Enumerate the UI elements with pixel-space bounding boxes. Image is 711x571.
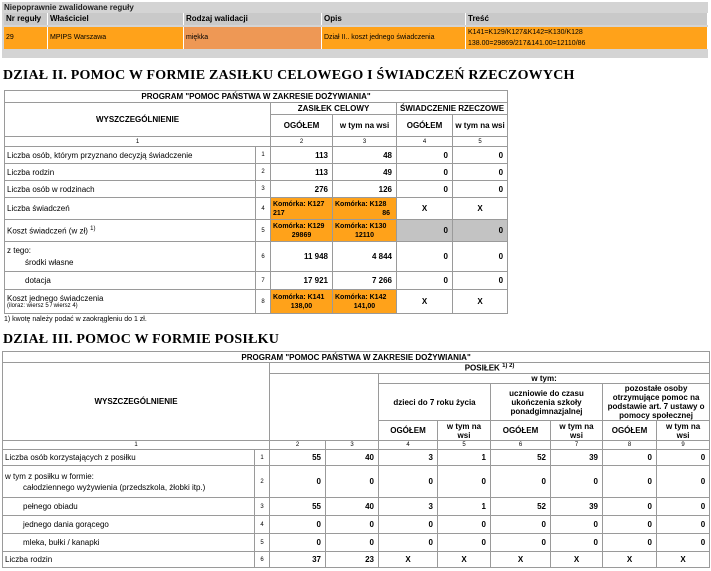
cell-value[interactable]: 11 948 bbox=[271, 242, 333, 272]
cell-value[interactable]: 17 921 bbox=[271, 272, 333, 290]
section3-wtym: w tym: bbox=[379, 374, 710, 384]
section3-table bbox=[2, 351, 710, 568]
s3-colnum: 6 bbox=[491, 441, 551, 450]
row-number: 7 bbox=[256, 272, 271, 290]
footnote-ref: 1) bbox=[90, 225, 96, 232]
cell-value: 29869 bbox=[291, 231, 312, 239]
s2-ogolem-1: OGÓŁEM bbox=[271, 115, 333, 137]
cell-value: X bbox=[453, 198, 508, 220]
cell-value[interactable]: 52 bbox=[491, 498, 551, 516]
section2-program: PROGRAM "POMOC PAŃSTWA W ZAKRESIE DOŻYWIANIA" bbox=[5, 91, 508, 103]
s3-colnum: 8 bbox=[603, 441, 657, 450]
row-label bbox=[5, 290, 256, 314]
cell-value[interactable]: 0 bbox=[491, 466, 551, 498]
row-number: 3 bbox=[255, 498, 270, 516]
cell-value: 0 bbox=[397, 220, 453, 242]
cell-value: X bbox=[438, 552, 491, 568]
table-row bbox=[3, 534, 710, 552]
row-label-sub: całodziennego wyżywienia (przedszkola, żłobki itp.) bbox=[23, 482, 206, 492]
error-cell-k141[interactable] bbox=[271, 290, 333, 314]
cell-value: X bbox=[551, 552, 603, 568]
cell-value: X bbox=[657, 552, 710, 568]
s2-wtym-2: w tym na wsi bbox=[453, 115, 508, 137]
table-row bbox=[5, 198, 508, 220]
row-number: 1 bbox=[255, 450, 270, 466]
row-label: jednego dania gorącego bbox=[3, 516, 255, 534]
posilek-label: POSIŁEK bbox=[464, 363, 500, 373]
section2-swiadczenie: ŚWIADCZENIE RZECZOWE bbox=[397, 103, 508, 115]
table-row bbox=[5, 164, 508, 181]
cell-value[interactable]: 0 bbox=[326, 534, 379, 552]
row-label-group: w tym z posiłku w formie: bbox=[5, 471, 94, 481]
row-number: 8 bbox=[256, 290, 271, 314]
cell-value[interactable]: 0 bbox=[379, 466, 438, 498]
cell-value[interactable]: 0 bbox=[397, 181, 453, 198]
cell-value[interactable]: 3 bbox=[379, 498, 438, 516]
row-number: 3 bbox=[256, 181, 271, 198]
section3-title: DZIAŁ III. POMOC W FORMIE POSIŁKU bbox=[3, 332, 280, 347]
row-number: 1 bbox=[256, 147, 271, 164]
error-cell-k130[interactable] bbox=[333, 220, 397, 242]
rule-content-line1: K141=K129/K127&K142=K130/K128 bbox=[468, 29, 583, 36]
s3-ogolem: OGÓŁEM bbox=[379, 421, 438, 441]
s2-wtym-1: w tym na wsi bbox=[333, 115, 397, 137]
cell-value[interactable]: 23 bbox=[326, 552, 379, 568]
table-row bbox=[5, 242, 508, 272]
error-cell-k128[interactable] bbox=[333, 198, 397, 220]
error-cell-k127[interactable] bbox=[271, 198, 333, 220]
row-label-text: Koszt jednego świadczenia bbox=[7, 294, 104, 303]
section2-footnote: 1) kwotę należy podać w zaokrągleniu do 1 zł. bbox=[4, 316, 147, 323]
row-number: 2 bbox=[255, 466, 270, 498]
s2-colnum-2: 2 bbox=[271, 137, 333, 147]
row-label-sub: (iloraz: wiersz 5 / wiersz 4) bbox=[7, 303, 78, 309]
row-label bbox=[3, 466, 255, 498]
cell-value[interactable]: 0 bbox=[603, 516, 657, 534]
cell-value[interactable]: 0 bbox=[326, 516, 379, 534]
cell-value[interactable]: 113 bbox=[271, 147, 333, 164]
row-number: 4 bbox=[255, 516, 270, 534]
cell-value: X bbox=[379, 552, 438, 568]
s2-colnum-4: 4 bbox=[397, 137, 453, 147]
cell-value[interactable]: 0 bbox=[453, 181, 508, 198]
table-row bbox=[5, 272, 508, 290]
cell-value[interactable]: 113 bbox=[271, 164, 333, 181]
s3-colnum: 3 bbox=[326, 441, 379, 450]
cell-value[interactable]: 52 bbox=[491, 450, 551, 466]
col-header-content: Treść bbox=[466, 13, 708, 25]
cell-value: X bbox=[397, 198, 453, 220]
cell-value[interactable]: 0 bbox=[379, 534, 438, 552]
cell-value[interactable]: 0 bbox=[453, 164, 508, 181]
footnote-ref: 1) 2) bbox=[502, 363, 515, 370]
error-cell-k129[interactable] bbox=[271, 220, 333, 242]
table-row bbox=[5, 181, 508, 198]
cell-value[interactable]: 39 bbox=[551, 450, 603, 466]
cell-value[interactable]: 0 bbox=[657, 466, 710, 498]
rule-content[interactable] bbox=[466, 27, 708, 49]
cell-value: 86 bbox=[382, 209, 390, 217]
cell-value[interactable]: 55 bbox=[270, 498, 326, 516]
s3-wtym: w tym na wsi bbox=[438, 421, 491, 441]
cell-value: X bbox=[397, 290, 453, 314]
cell-value[interactable]: 0 bbox=[453, 272, 508, 290]
cell-value: 138,00 bbox=[290, 302, 313, 310]
row-label: Liczba rodzin bbox=[3, 552, 255, 568]
cell-value[interactable]: 0 bbox=[657, 534, 710, 552]
s3-ogolem: OGÓŁEM bbox=[603, 421, 657, 441]
cell-value[interactable]: 0 bbox=[397, 164, 453, 181]
cell-value[interactable]: 0 bbox=[270, 516, 326, 534]
cell-value[interactable]: 0 bbox=[657, 498, 710, 516]
validation-heading: Niepoprawnie zwalidowane reguły bbox=[4, 3, 134, 12]
row-number: 6 bbox=[255, 552, 270, 568]
cell-value: 12110 bbox=[354, 231, 375, 239]
cell-value[interactable]: 0 bbox=[603, 534, 657, 552]
s3-colnum: 5 bbox=[438, 441, 491, 450]
rule-desc[interactable]: Dział II.. koszt jednego świadczenia bbox=[322, 27, 466, 49]
cell-ref: Komórka: K141 bbox=[273, 293, 325, 301]
cell-value[interactable]: 0 bbox=[438, 466, 491, 498]
cell-value[interactable]: 276 bbox=[271, 181, 333, 198]
col-header-desc: Opis bbox=[322, 13, 466, 25]
cell-value[interactable]: 55 bbox=[270, 450, 326, 466]
cell-value[interactable]: 0 bbox=[603, 450, 657, 466]
row-label: dotacja bbox=[5, 272, 256, 290]
row-number: 6 bbox=[256, 242, 271, 272]
cell-value[interactable]: 0 bbox=[491, 534, 551, 552]
s3-colnum: 7 bbox=[551, 441, 603, 450]
cell-value[interactable]: 3 bbox=[379, 450, 438, 466]
s2-colnum-1: 1 bbox=[5, 137, 271, 147]
cell-value[interactable]: 7 266 bbox=[333, 272, 397, 290]
s3-colnum: 1 bbox=[3, 441, 270, 450]
row-label: Liczba świadczeń bbox=[5, 198, 256, 220]
cell-value[interactable]: 40 bbox=[326, 498, 379, 516]
cell-ref: Komórka: K142 bbox=[335, 293, 387, 301]
row-label: Liczba osób korzystających z posiłku bbox=[3, 450, 255, 466]
cell-value[interactable]: 48 bbox=[333, 147, 397, 164]
row-label bbox=[5, 220, 256, 242]
section2-table bbox=[4, 90, 508, 314]
col-header-nr: Nr reguły bbox=[4, 13, 48, 25]
cell-value[interactable]: 0 bbox=[657, 516, 710, 534]
cell-value[interactable]: 0 bbox=[603, 498, 657, 516]
s3-group-students: uczniowie do czasu ukończenia szkoły ponadgimnazjalnej bbox=[491, 384, 603, 421]
cell-value[interactable]: 0 bbox=[326, 466, 379, 498]
col-header-owner: Właściciel bbox=[48, 13, 184, 25]
table-row bbox=[5, 220, 508, 242]
section3-posilek bbox=[270, 363, 710, 374]
s3-group-others: pozostałe osoby otrzymujące pomoc na podstawie art. 7 ustawy o pomocy społecznej bbox=[603, 384, 710, 421]
cell-ref: Komórka: K129 bbox=[273, 222, 325, 230]
row-label bbox=[5, 242, 256, 272]
cell-value[interactable]: 0 bbox=[397, 242, 453, 272]
cell-ref: Komórka: K130 bbox=[335, 222, 387, 230]
s3-colnum: 4 bbox=[379, 441, 438, 450]
row-label: Liczba rodzin bbox=[5, 164, 256, 181]
row-label: Liczba osób, którym przyznano decyzją świadczenie bbox=[5, 147, 256, 164]
s2-colnum-3: 3 bbox=[333, 137, 397, 147]
section2-spec: WYSZCZEGÓLNIENIE bbox=[5, 103, 271, 137]
cell-value[interactable]: 49 bbox=[333, 164, 397, 181]
cell-ref: Komórka: K127 bbox=[273, 200, 325, 208]
cell-value[interactable]: 126 bbox=[333, 181, 397, 198]
s3-wtym: w tym na wsi bbox=[657, 421, 710, 441]
s2-ogolem-2: OGÓŁEM bbox=[397, 115, 453, 137]
cell-value: 141,00 bbox=[353, 302, 376, 310]
rule-nr[interactable]: 29 bbox=[4, 27, 48, 49]
cell-value[interactable]: 0 bbox=[270, 466, 326, 498]
table-row bbox=[3, 516, 710, 534]
section3-program: PROGRAM "POMOC PAŃSTWA W ZAKRESIE DOŻYWIANIA" bbox=[3, 352, 710, 363]
cell-value[interactable]: 39 bbox=[551, 498, 603, 516]
cell-value[interactable]: 0 bbox=[453, 147, 508, 164]
cell-value[interactable]: 0 bbox=[270, 534, 326, 552]
cell-value[interactable]: 0 bbox=[551, 466, 603, 498]
table-row bbox=[3, 450, 710, 466]
table-row bbox=[3, 498, 710, 516]
cell-value: 0 bbox=[453, 220, 508, 242]
cell-value[interactable]: 40 bbox=[326, 450, 379, 466]
row-label: Liczba osób w rodzinach bbox=[5, 181, 256, 198]
s3-group-children: dzieci do 7 roku życia bbox=[379, 384, 491, 421]
rule-owner[interactable]: MPIPS Warszawa bbox=[48, 27, 184, 49]
cell-value[interactable]: 0 bbox=[397, 272, 453, 290]
row-label-sub: środki własne bbox=[25, 258, 74, 267]
cell-value[interactable]: 0 bbox=[491, 516, 551, 534]
row-number: 4 bbox=[256, 198, 271, 220]
cell-value[interactable]: 0 bbox=[438, 516, 491, 534]
rule-type[interactable]: miękka bbox=[184, 27, 322, 49]
cell-value[interactable]: 1 bbox=[438, 498, 491, 516]
cell-value[interactable]: 1 bbox=[438, 450, 491, 466]
table-row bbox=[3, 466, 710, 498]
row-label-group: z tego: bbox=[7, 246, 32, 255]
row-number: 2 bbox=[256, 164, 271, 181]
s2-colnum-5: 5 bbox=[453, 137, 508, 147]
cell-value[interactable]: 0 bbox=[379, 516, 438, 534]
cell-ref: Komórka: K128 bbox=[335, 200, 387, 208]
section2-zasilek: ZASIŁEK CELOWY bbox=[271, 103, 397, 115]
s3-total-spacer bbox=[270, 374, 379, 441]
cell-value[interactable]: 0 bbox=[397, 147, 453, 164]
section3-spec: WYSZCZEGÓLNIENIE bbox=[3, 363, 270, 441]
col-header-type: Rodzaj walidacji bbox=[184, 13, 322, 25]
cell-value[interactable]: 0 bbox=[603, 466, 657, 498]
cell-value: X bbox=[491, 552, 551, 568]
cell-value: 217 bbox=[273, 209, 285, 217]
cell-value[interactable]: 0 bbox=[438, 534, 491, 552]
s3-ogolem: OGÓŁEM bbox=[491, 421, 551, 441]
cell-value[interactable]: 0 bbox=[657, 450, 710, 466]
cell-value[interactable]: 0 bbox=[453, 242, 508, 272]
row-label-text: Koszt świadczeń (w zł) bbox=[7, 226, 88, 236]
row-number: 5 bbox=[256, 220, 271, 242]
cell-value: X bbox=[453, 290, 508, 314]
s3-colnum: 2 bbox=[270, 441, 326, 450]
cell-value[interactable]: 0 bbox=[551, 516, 603, 534]
row-label: mleka, bułki / kanapki bbox=[3, 534, 255, 552]
row-label: pełnego obiadu bbox=[3, 498, 255, 516]
row-number: 5 bbox=[255, 534, 270, 552]
s3-wtym: w tym na wsi bbox=[551, 421, 603, 441]
error-cell-k142[interactable] bbox=[333, 290, 397, 314]
table-row bbox=[3, 552, 710, 568]
table-row bbox=[5, 290, 508, 314]
table-row bbox=[5, 147, 508, 164]
cell-value: X bbox=[603, 552, 657, 568]
section2-title: DZIAŁ II. POMOC W FORMIE ZASIŁKU CELOWEGO I ŚWIADCZEŃ RZECZOWYCH bbox=[3, 68, 575, 83]
s3-colnum: 9 bbox=[657, 441, 710, 450]
cell-value[interactable]: 4 844 bbox=[333, 242, 397, 272]
rule-content-line2: 138.00=29869/217&141.00=12110/86 bbox=[468, 40, 586, 47]
cell-value[interactable]: 37 bbox=[270, 552, 326, 568]
cell-value[interactable]: 0 bbox=[551, 534, 603, 552]
